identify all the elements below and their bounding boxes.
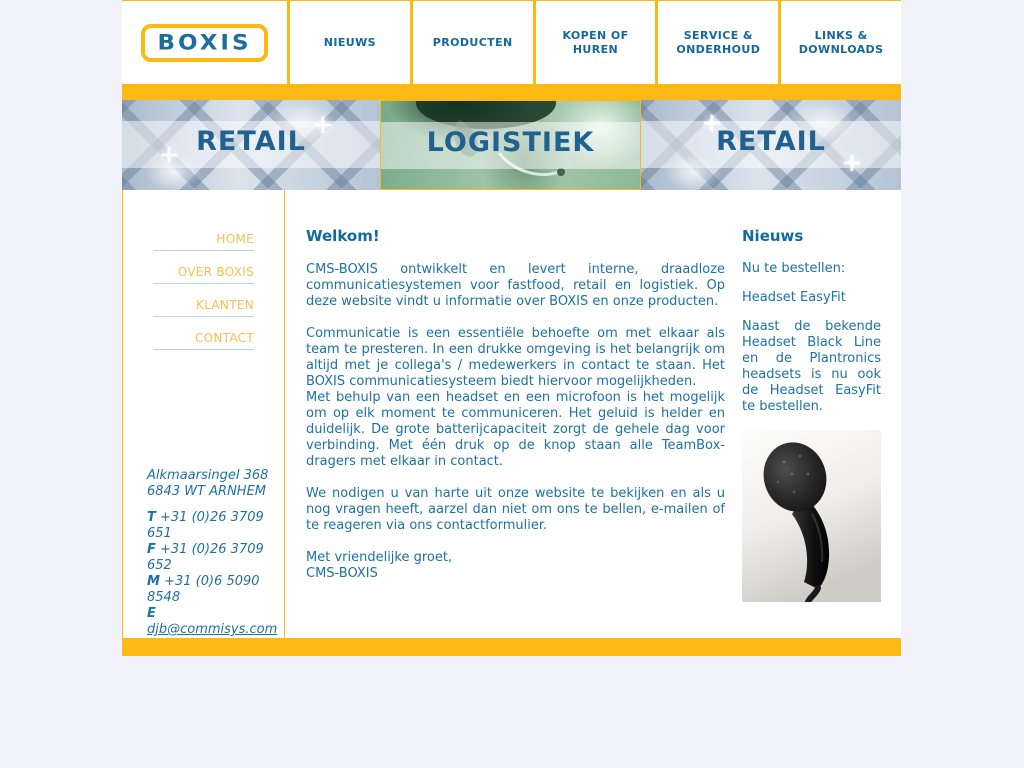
sidebar-item-over-boxis[interactable]: OVER BOXIS	[177, 265, 254, 279]
logo-text: BOXIS	[157, 30, 252, 55]
invitation-paragraph: We nodigen u van harte uit onze website te bekijken en als u nog vragen heeft, aarzel dan niet om ons te bellen, e-mailen of te reageren via ons contactformulier.	[306, 486, 725, 533]
banner-panel-retail-left	[122, 100, 380, 190]
email-link[interactable]: djb@commisys.com	[147, 622, 278, 637]
closing-signature: CMS-BOXIS	[306, 566, 378, 581]
banner-label-retail-2: RETAIL	[716, 126, 826, 157]
phone-line: T +31 (0)26 3709 651	[147, 510, 264, 541]
nav-item-links-downloads[interactable]: LINKS & DOWNLOADS	[781, 1, 901, 84]
nav-item-producten[interactable]: PRODUCTEN	[413, 1, 533, 84]
address-city: 6843 WT ARNHEM	[147, 484, 266, 499]
boxis-logo[interactable]	[141, 24, 267, 62]
menu-divider	[153, 316, 254, 317]
page-title: Welkom!	[306, 227, 380, 245]
nav-item-kopen-of-huren[interactable]: KOPEN OF HUREN	[536, 1, 656, 84]
banner-panel-logistiek	[380, 100, 641, 190]
main-column	[285, 190, 725, 638]
footer-accent-bar	[122, 638, 901, 656]
news-line-product: Headset EasyFit	[742, 290, 846, 305]
logo-cell	[122, 1, 287, 84]
menu-divider	[153, 349, 254, 350]
headset-easyfit-photo	[742, 430, 881, 602]
news-line-order: Nu te bestellen:	[742, 261, 846, 276]
fax-line: F +31 (0)26 3709 652	[147, 542, 264, 573]
address-street: Alkmaarsingel 368	[147, 468, 269, 483]
banner-panel-retail-right	[641, 100, 901, 190]
content-area	[122, 190, 901, 638]
communication-paragraph: Communicatie is een essentiële behoefte om met elkaar als team te presteren. In een drukke omgeving is het belangrijk om altijd met je collega's / medewerkers in contact te staan. Het BOXIS communicatiesysteem biedt hiervoor mogelijkheden. Met behulp van een headset en een microfoon is het mogelijk om op elk moment te communiceren. Het geluid is helder en duidelijk. De grote batterijcapaciteit zorgt de gehele dag voor verbinding. Met één druk op de knop staan alle TeamBox-dragers met elkaar in contact.	[306, 326, 725, 469]
banner	[122, 100, 901, 190]
news-body: Naast de bekende Headset Black Line en de Plantronics headsets is nu ook de Headset EasyFit te bestellen.	[742, 319, 881, 414]
header	[122, 0, 901, 84]
header-accent-bar	[122, 84, 901, 100]
menu-divider	[153, 283, 254, 284]
sidebar-item-contact[interactable]: CONTACT	[194, 331, 254, 345]
nav-item-service-onderhoud[interactable]: SERVICE & ONDERHOUD	[658, 1, 778, 84]
news-title: Nieuws	[742, 227, 804, 245]
nav-item-nieuws[interactable]: NIEUWS	[290, 1, 410, 84]
banner-label-logistiek: LOGISTIEK	[426, 127, 595, 158]
menu-divider	[153, 250, 254, 251]
sidebar	[123, 190, 285, 638]
intro-paragraph: CMS-BOXIS ontwikkelt en levert interne, draadloze communicatiesystemen voor fastfood, retail en logistiek. Op deze website vindt u informatie over BOXIS en onze producten.	[306, 262, 725, 309]
mobile-line: M +31 (0)6 5090 8548	[147, 574, 260, 605]
news-column	[742, 190, 881, 638]
closing-greeting: Met vriendelijke groet,	[306, 550, 453, 565]
email-line: E djb@commisys.com	[147, 606, 278, 637]
address-block	[123, 468, 284, 638]
site-container	[122, 0, 901, 656]
sidebar-item-home[interactable]: HOME	[216, 232, 254, 246]
banner-label-retail: RETAIL	[196, 126, 306, 157]
sidebar-item-klanten[interactable]: KLANTEN	[195, 298, 254, 312]
